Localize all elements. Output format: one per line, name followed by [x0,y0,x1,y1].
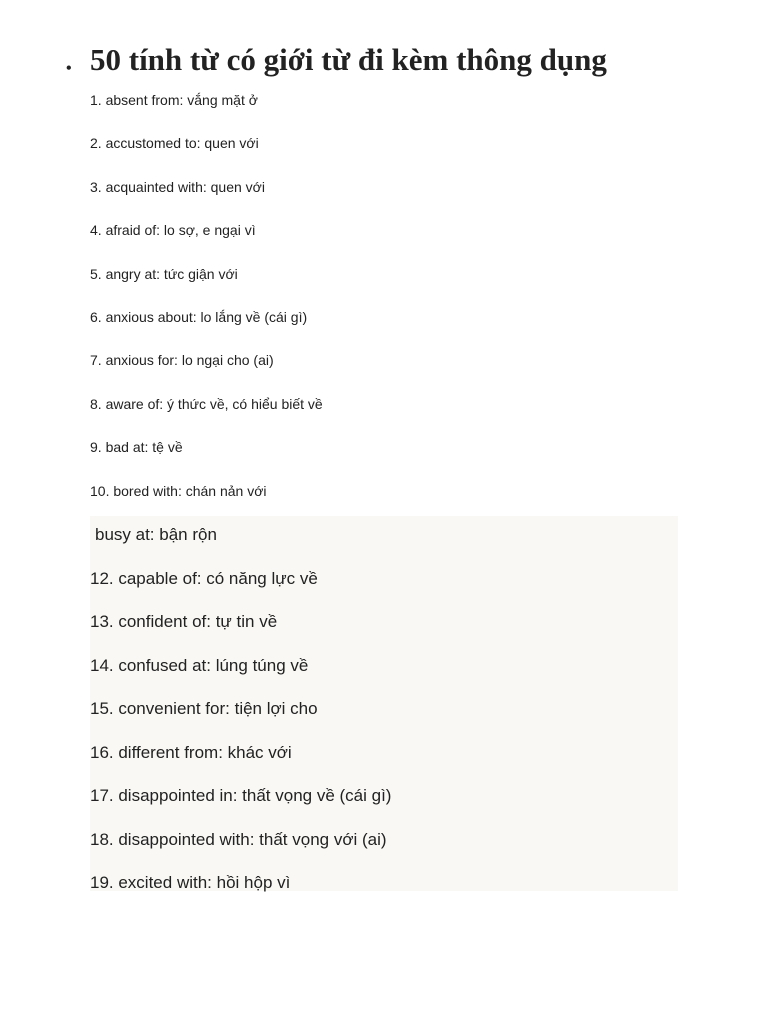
list-item: 4. afraid of: lo sợ, e ngại vì [90,222,256,239]
list-item: 1. absent from: vắng mặt ở [90,92,258,108]
list-item: 8. aware of: ý thức về, có hiểu biết về [90,395,323,412]
page-title: 50 tính từ có giới từ đi kèm thông dụng [90,42,607,77]
list-item: 15. convenient for: tiện lợi cho [90,699,318,718]
list-item: busy at: bận rộn [95,525,217,544]
list-item: 17. disappointed in: thất vọng về (cái gì) [90,786,392,805]
list-item: 14. confused at: lúng túng về [90,655,309,675]
list-item: 19. excited with: hồi hộp vì [90,873,291,892]
list-item: 16. different from: khác với [90,742,292,762]
list-item: 18. disappointed with: thất vọng với (ai) [90,829,387,849]
list-item: 7. anxious for: lo ngại cho (ai) [90,352,274,369]
list-item: 12. capable of: có năng lực về [90,568,318,588]
adjective-list-part-1 [90,89,323,523]
list-item: 9. bad at: tệ về [90,439,183,456]
list-item: 5. angry at: tức giận với [90,265,238,282]
highlighted-list-box [90,516,678,891]
list-item: 6. anxious about: lo lắng về (cái gì) [90,308,308,325]
title-bullet: • [66,60,72,77]
list-item: 10. bored with: chán nản với [90,482,267,499]
list-item: 2. accustomed to: quen với [90,135,259,152]
list-item: 3. acquainted with: quen với [90,178,265,195]
adjective-list-part-2 [90,523,391,915]
list-item: 13. confident of: tự tin về [90,612,278,631]
